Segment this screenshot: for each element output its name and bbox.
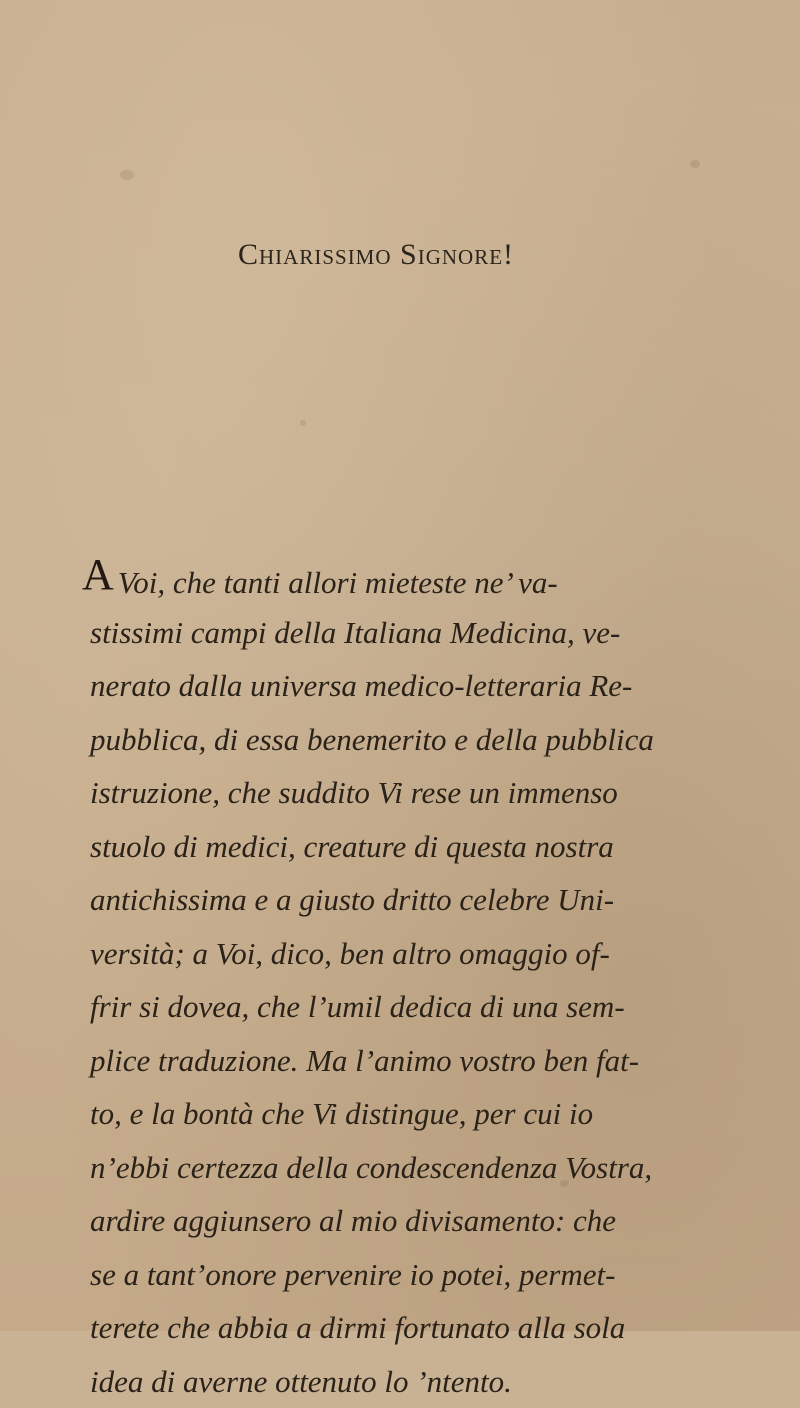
text-line: idea di averne ottenuto lo ’ntento. [90,1355,790,1408]
text-line: se a tant’onore pervenire io potei, permet- [90,1248,790,1302]
text-line: frir si dovea, che l’umil dedica di una sem- [90,980,790,1034]
text-line: terete che abbia a dirmi fortunato alla sola [90,1301,790,1355]
text-line: antichissima e a giusto dritto celebre Uni- [90,873,790,927]
paper-stain [300,420,306,426]
text-line: stissimi campi della Italiana Medicina, ve- [90,606,790,660]
text-line: nerato dalla universa medico-letteraria Re- [90,659,790,713]
text-line: plice traduzione. Ma l’animo vostro ben fat- [90,1034,790,1088]
page-heading: Chiarissimo Signore! [238,238,514,272]
text-line: istruzione, che suddito Vi rese un immenso [90,766,790,820]
text-line: n’ebbi certezza della condescendenza Vostra, [90,1141,790,1195]
paper-stain [120,170,134,180]
text-line: versità; a Voi, dico, ben altro omaggio of- [90,927,790,981]
text-line: stuolo di medici, creature di questa nostra [90,820,790,874]
text-line: to, e la bontà che Vi distingue, per cui io [90,1087,790,1141]
first-line-text: Voi, che tanti allori mieteste ne’ va- [118,565,558,600]
text-line: pubblica, di essa benemerito e della pubblica [90,713,790,767]
drop-cap: A [82,548,114,602]
text-line-1 [90,552,790,606]
paper-stain [690,160,700,168]
dedication-text [90,552,790,1408]
text-line: ardire aggiunsero al mio divisamento: che [90,1194,790,1248]
